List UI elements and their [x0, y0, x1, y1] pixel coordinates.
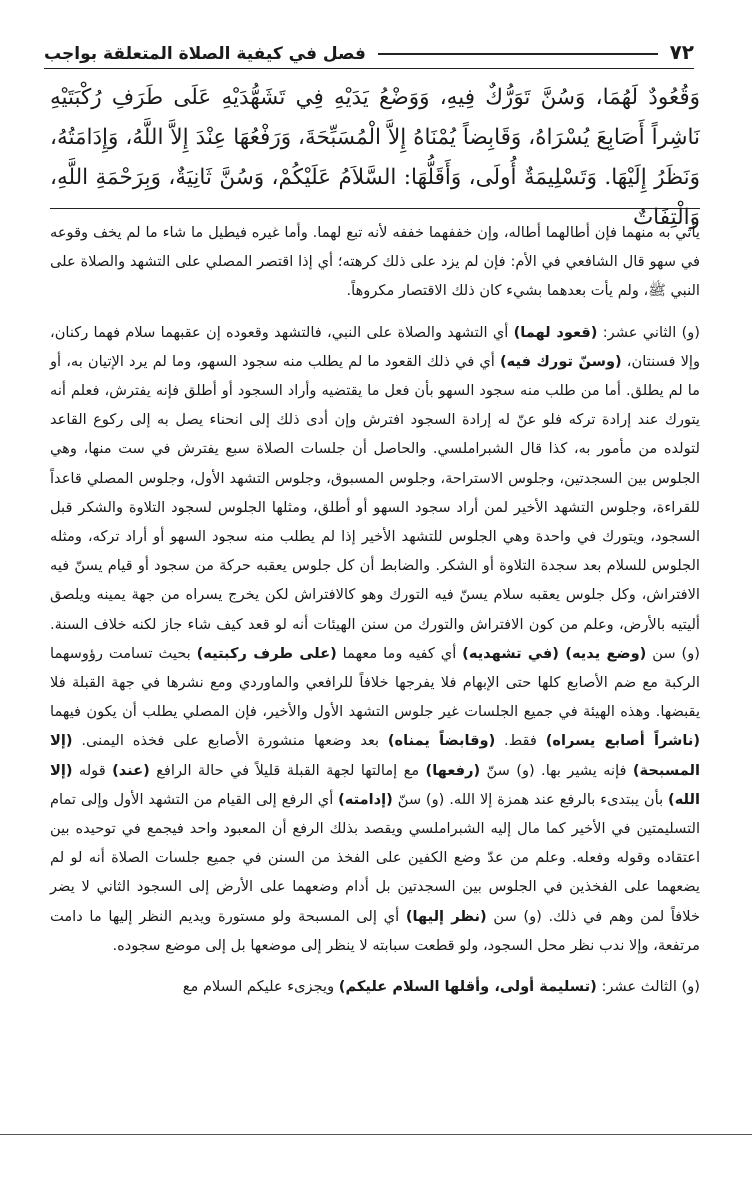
- text-segment: (و) الثاني عشر:: [597, 323, 701, 341]
- commentary-paragraph-2: [50, 318, 700, 960]
- quoted-matn: (على طرف ركبتيه): [196, 644, 337, 662]
- text-segment: فإنه يشير بها. (و) سنّ: [480, 761, 633, 779]
- matn-text: وَقُعُودٌ لَهُمَا، وَسُنَّ تَوَرُّكٌ فِيهِ، وَوَضْعُ يَدَيْهِ فِي تَشَهُّدَيْهِ عَلَى طَرَفِ رُكْبَتَيْهِ نَاشِراً أَصَابِعَ يُسْرَاهُ، وَقَابِضاً يُمْنَاهُ إِلاَّ الْمُسَبِّحَةَ، وَرَفْعُهَا عِنْدَ إِلاَّ اللَّهُ، وَإِدَامَتُهُ، وَنَظَرُ إِلَيْهَا. وَتَسْلِيمَةٌ أُولَى، وَأَقَلُّهَا: السَّلاَمُ عَلَيْكُمْ، وَسُنَّ ثَانِيَةٌ، وَبِرَحْمَةِ اللَّهِ، وَالْتِفَاتٌ: [50, 85, 700, 230]
- commentary-paragraph-1: يأتي به منهما فإن أطالهما أطاله، وإن خففهما خففه لأنه تبع لهما. وأما غيره فيطيل ما شاء ما لم يخف وقوعه في سهو قال الشافعي في الأم: فإن لم يزد على ذلك كرهته؛ أي إذا اقتصر المصلي على التشهد والصلاة على النبي ﷺ، ولم يأت بعدهما بشيء كان ذلك الاقتصار مكروهاً.: [50, 224, 700, 300]
- quoted-matn: (ناشراً أصابع يسراه): [545, 732, 701, 750]
- quoted-matn: (وسنّ تورك فيه): [499, 352, 622, 370]
- text-segment: مع إمالتها لجهة القبلة قليلاً في حالة الرافع: [149, 761, 426, 779]
- text-segment: أي إلى المسبحة ولو مستورة ويديم النظر إليها ما دامت مرتفعة، وإلا ندب نظر محل السجود، ولو قطعت سبابته لا ينظر إلى موضعها بل إلى موضع سجوده.: [50, 907, 700, 954]
- text-segment: أي الرفع إلى القيام من التشهد الأول وإلى تمام التسليمتين في الأخير كما مال إليه الشبراملسي ويقصد بذلك الرفع أن المعبود واحد فيجمع في توحيده بين اعتقاده وقوله وفعله. وعلم من عدّ وضع الكفين على الفخذ من السنن في جميع جلسات الصلاة أنه لو لم يضعهما على الفخذين في الجلوس بين السجدتين بل أدام وضعهما على الأرض إلى السجود الثاني لا يضر خلافاً لمن وهم في ذلك. (و) سن: [50, 790, 700, 925]
- text-segment: أي في ذلك القعود ما لم يطلب منه سجود السهو، وما لم يرد الإتيان به، أو ما لم يطلق. أما من طلب منه سجود السهو بأن فعل ما يقتضيه وأراد السجود أو أطلق فإنه يفترش، فعلم أنه يتورك عند إرادة تركه فلو عنّ له إرادة السجود افترش وإن أدى ذلك إلى انحناء يصل به إلى ركوع القاعد لتولده من مأمور به، كذا قال الشبراملسي. والحاصل أن جلسات الصلاة سبع يفترش في ست منها، وهي الجلوس بين السجدتين، وجلوس الاستراحة، وجلوس المسبوق، وجلوس التشهد الأول، وجلوس المصلي قاعداً للقراءة، وجلوس التشهد الأخير لمن أراد سجود السهو أو أطلق، ومثلها الجلوس لسجود التلاوة والشكر قبل السجود، ويتورك في واحدة وهي الجلوس للتشهد الأخير إذا لم يطلب منه سجود السهو أو أراد تركه، ومثله الجلوس للسلام بعد سجدة التلاوة أو الشكر. والضابط أن كل جلوس يعقبه حركة من سجود أو قيام يسنّ فيه الافتراش، وكل جلوس يعقبه سلام يسنّ فيه التورك وهو كالافتراش لكن يخرج يسراه من جهة يمينه ويلصق أليتيه بالأرض، وعلم من كون الافتراش والتورك من سنن الهيئات أنه لو قعد كيف شاء جاز لكنه خلاف السنة. (و) سن: [50, 352, 700, 662]
- quoted-matn: (رفعها): [425, 761, 481, 779]
- header-rule: [378, 53, 658, 55]
- text-segment: قوله: [72, 761, 113, 779]
- commentary-paragraph-3: [50, 972, 700, 1001]
- quoted-matn: (وضع يديه) (في تشهديه): [462, 644, 647, 662]
- quoted-matn: (عند): [112, 761, 150, 779]
- quoted-matn: (نظر إليها): [405, 907, 487, 925]
- quoted-matn: (إلا المسبحة): [50, 732, 701, 779]
- chapter-title: فصل في كيفية الصلاة المتعلقة بواجب: [44, 44, 366, 64]
- page-number: ٧٢: [669, 40, 694, 64]
- running-header: [44, 28, 694, 69]
- quoted-matn: (تسليمة أولى، وأقلها السلام عليكم): [338, 978, 597, 996]
- text-segment: فقط.: [495, 732, 546, 750]
- text-segment: ويجزىء عليكم السلام مع: [182, 978, 339, 996]
- quoted-matn: (قعود لهما): [513, 323, 598, 341]
- text-segment: (و) الثالث عشر:: [596, 978, 700, 996]
- text-segment: بعد وضعها منشورة الأصابع على فخذه اليمنى.: [72, 732, 388, 750]
- commentary: [50, 218, 700, 1013]
- text-segment: أي كفيه وما معهما: [336, 644, 463, 662]
- quoted-matn: (إدامته): [338, 790, 393, 808]
- quoted-matn: (إلا الله): [50, 761, 700, 808]
- text-segment: بحيث تسامت رؤوسهما الركبة مع ضم الأصابع كلها حتى الإبهام فلا يفرجها خلافاً للرافعي والماوردي ومع نشرها في جهة القبلة فلا يقبضها. وهذه الهيئة في جميع الجلسات غير جلوس التشهد الأول والأخير، فإن المصلي يطلب أن يكون فيهما: [50, 644, 700, 721]
- text-segment: بأن يبتدىء بالرفع عند همزة إلا الله. (و) سنّ: [392, 790, 669, 808]
- footnote-divider: [50, 208, 700, 209]
- text-segment: أي التشهد والصلاة على النبي، فالتشهد وقعوده إن عقبهما سلام فهما ركنان، وإلا فسنتان،: [50, 323, 701, 370]
- bottom-rule: [0, 1134, 752, 1135]
- quoted-matn: (وقابضاً يمناه): [387, 732, 496, 750]
